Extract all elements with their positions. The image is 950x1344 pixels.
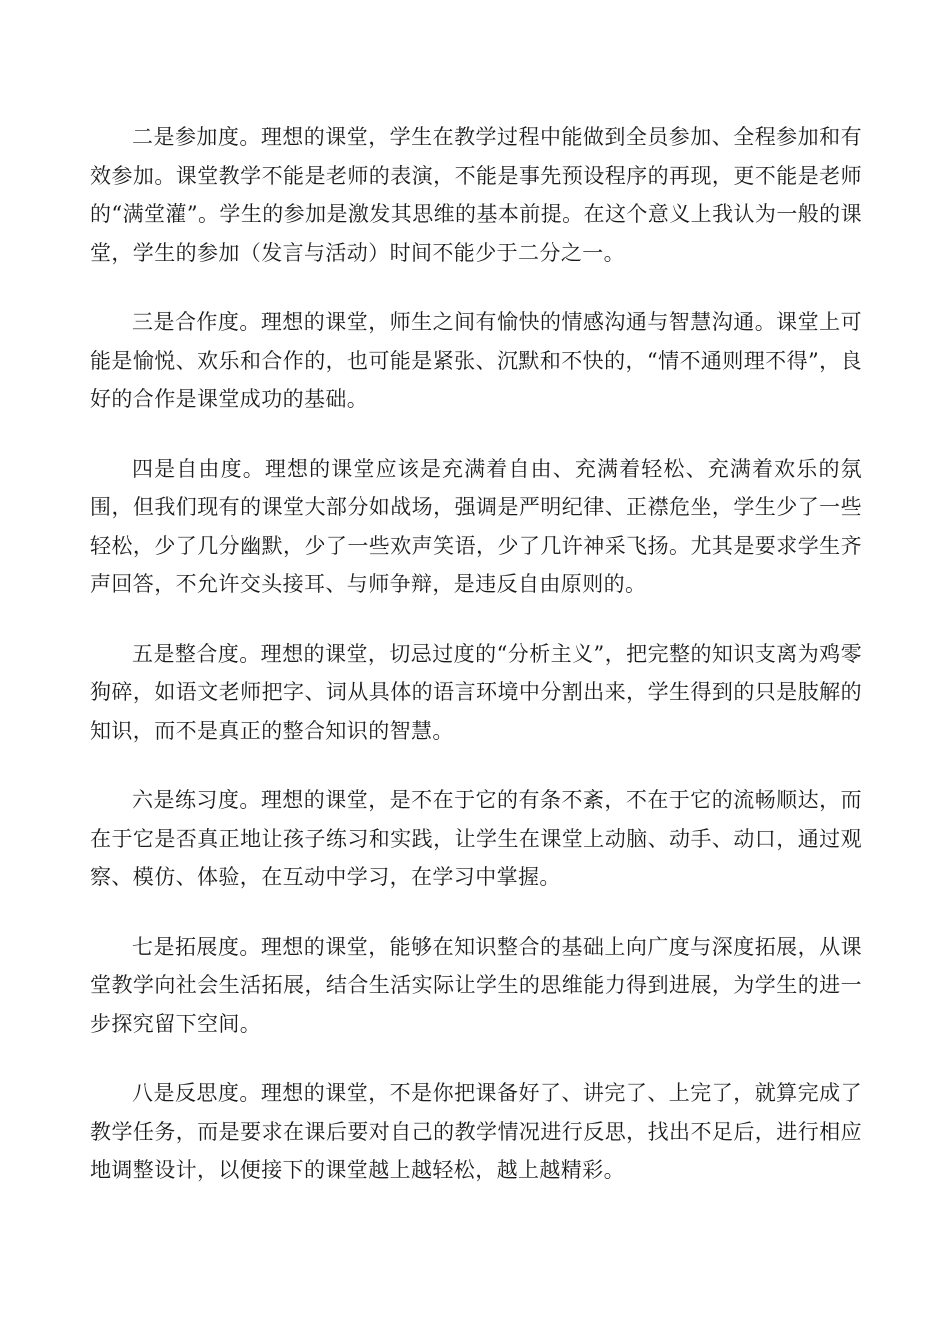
document-body	[90, 118, 862, 1221]
paragraph-freedom: 四是自由度。理想的课堂应该是充满着自由、充满着轻松、充满着欢乐的氛围，但我们现有的课堂大部分如战场，强调是严明纪律、正襟危坐，学生少了一些轻松，少了几分幽默，少了一些欢声笑语，少了几许神采飞扬。尤其是要求学生齐声回答，不允许交头接耳、与师争辩，是违反自由原则的。	[90, 456, 862, 596]
paragraph-cooperation: 三是合作度。理想的课堂，师生之间有愉快的情感沟通与智慧沟通。课堂上可能是愉悦、欢乐和合作的，也可能是紧张、沉默和不快的，“情不通则理不得”，良好的合作是课堂成功的基础。	[90, 310, 862, 411]
paragraph-practice: 六是练习度。理想的课堂，是不在于它的有条不紊，不在于它的流畅顺达，而在于它是否真正地让孩子练习和实践，让学生在课堂上动脑、动手、动口，通过观察、模仿、体验，在互动中学习，在学习中掌握。	[90, 788, 862, 889]
paragraph-extension: 七是拓展度。理想的课堂，能够在知识整合的基础上向广度与深度拓展，从课堂教学向社会生活拓展，结合生活实际让学生的思维能力得到进展，为学生的进一步探究留下空间。	[90, 934, 862, 1036]
paragraph-participation: 二是参加度。理想的课堂，学生在教学过程中能做到全员参加、全程参加和有效参加。课堂教学不能是老师的表演，不能是事先预设程序的再现，更不能是老师的“满堂灌”。学生的参加是激发其思维的基本前提。在这个意义上我认为一般的课堂，学生的参加（发言与活动）时间不能少于二分之一。	[90, 125, 862, 265]
paragraph-integration: 五是整合度。理想的课堂，切忌过度的“分析主义”，把完整的知识支离为鸡零狗碎，如语文老师把字、词从具体的语言环境中分割出来，学生得到的只是肢解的知识，而不是真正的整合知识的智慧。	[90, 641, 862, 743]
paragraph-reflection: 八是反思度。理想的课堂，不是你把课备好了、讲完了、上完了，就算完成了教学任务，而是要求在课后要对自己的教学情况进行反思，找出不足后，进行相应地调整设计，以便接下的课堂越上越轻松，越上越精彩。	[90, 1081, 862, 1182]
